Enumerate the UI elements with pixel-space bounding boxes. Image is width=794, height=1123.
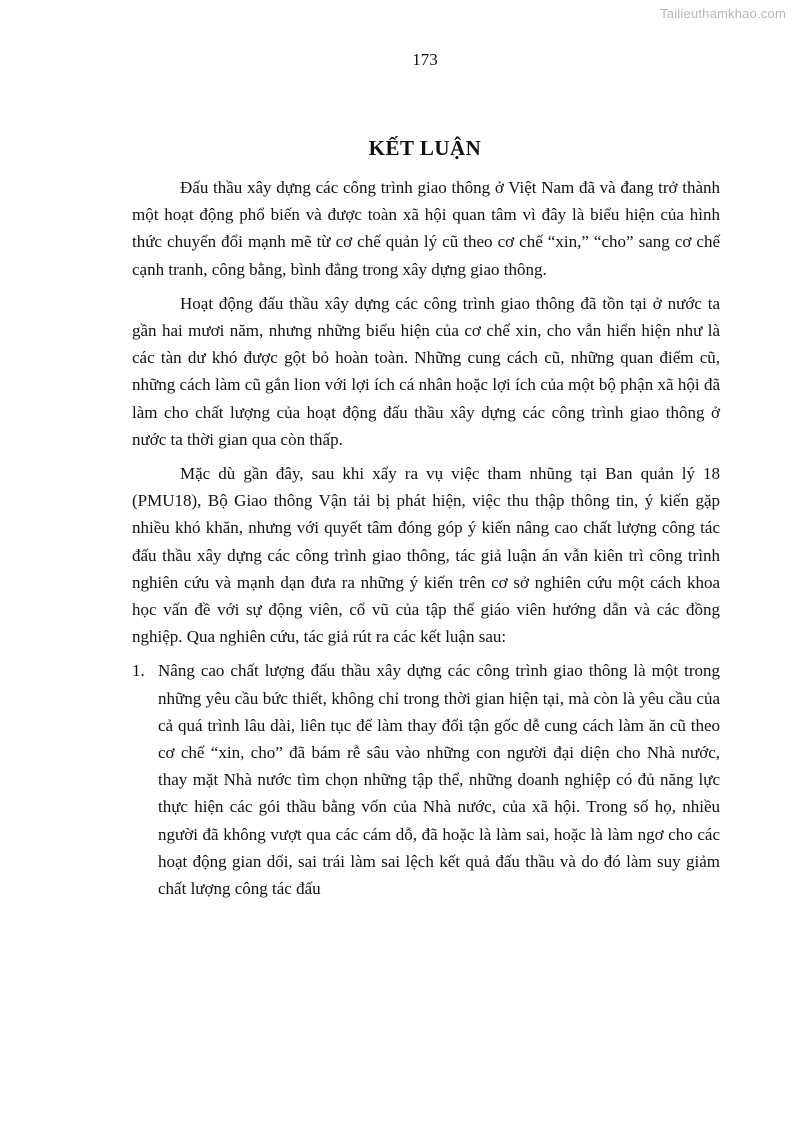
page-number: 173 xyxy=(412,50,438,69)
page-title: KẾT LUẬN xyxy=(368,136,482,160)
paragraph: Mặc dù gần đây, sau khi xẩy ra vụ việc tham nhũng tại Ban quản lý 18 (PMU18), Bộ Giao thông Vận tải bị phát hiện, việc thu thập thông tin, ý kiến gặp nhiều khó khăn, nhưng với quyết tâm đóng góp ý kiến nâng cao chất lượng công tác đấu thầu xây dựng các công trình giao thông, tác giả luận án vẫn kiên trì công trình nghiên cứu và mạnh dạn đưa ra những ý kiến trên cơ sở nghiên cứu một cách khoa học vấn đề với sự động viên, cổ vũ của tập thể giáo viên hướng dẫn và các đồng nghiệp. Qua nghiên cứu, tác giả rút ra các kết luận sau: xyxy=(132,464,720,647)
list-item-number: 1. xyxy=(132,661,145,681)
watermark: Tailieuthamkhao.com xyxy=(660,6,786,21)
paragraph: Đấu thầu xây dựng các công trình giao thông ở Việt Nam đã và đang trở thành một hoạt động phổ biến và được toàn xã hội quan tâm vì đây là biểu hiện của hình thức chuyển đổi mạnh mẽ từ cơ chế quản lý cũ theo cơ chế “xin,” “cho” sang cơ chế cạnh tranh, công bằng, bình đẳng trong xây dựng giao thông. xyxy=(132,178,720,279)
paragraph: Hoạt động đấu thầu xây dựng các công trình giao thông đã tồn tại ở nước ta gần hai mươi năm, nhưng những biểu hiện của cơ chế xin, cho vẫn hiển hiện như là các tàn dư khó được gột bỏ hoàn toàn. Những cung cách cũ, những quan điểm cũ, những cách làm cũ gắn lion với lợi ích cá nhân hoặc lợi ích của một bộ phận xã hội đã làm cho chất lượng của hoạt động đấu thầu xây dựng các công trình giao thông ở nước ta thời gian qua còn thấp. xyxy=(132,293,720,449)
list-item xyxy=(132,657,720,902)
conclusion-list xyxy=(132,657,720,902)
list-item-text: Nâng cao chất lượng đấu thầu xây dựng các công trình giao thông là một trong những yêu cầu bức thiết, không chỉ trong thời gian hiện tại, mà còn là yêu cầu của cả quá trình lâu dài, liên tục để làm thay đổi tận gốc dễ cung cách làm ăn cũ theo cơ chế “xin, cho” đã bám rễ sâu vào những con người đại diện cho Nhà nước, thay mặt Nhà nước tìm chọn những tập thể, những doanh nghiệp có đủ năng lực thực hiện các gói thầu bằng vốn của Nhà nước, của xã hội. Trong số họ, nhiều người đã không vượt qua các cám dỗ, đã hoặc là làm sai, hoặc là làm ngơ cho các hoạt động gian dối, sai trái làm sai lệch kết quả đấu thầu và do đó làm suy giảm chất lượng công tác đấu xyxy=(158,661,720,899)
document-body xyxy=(132,174,720,902)
